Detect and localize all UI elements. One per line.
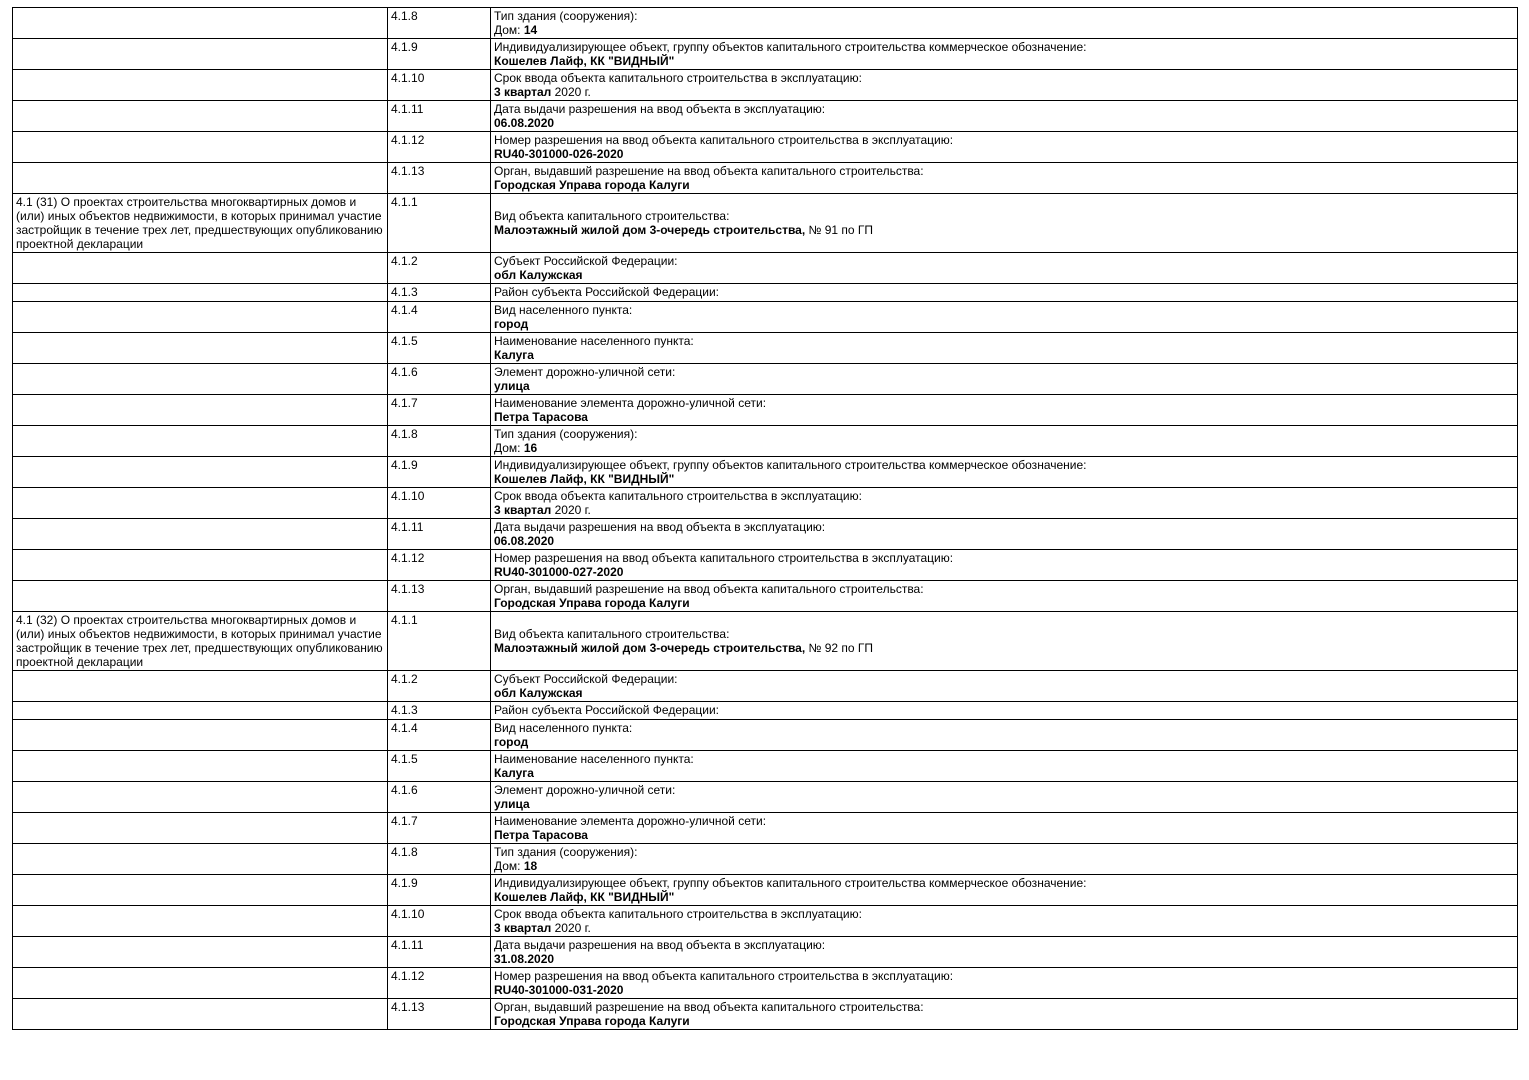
item-number-cell: 4.1.13 [388,163,491,194]
value-bold-segment: RU40-301000-027-2020 [494,565,624,579]
field-label: Вид населенного пункта: [494,721,633,735]
item-number-cell: 4.1.12 [388,550,491,581]
table-row [13,875,1518,906]
item-content-cell [491,488,1518,519]
value-bold-segment: город [494,317,529,331]
item-number-cell: 4.1.5 [388,751,491,782]
field-label: Наименование элемента дорожно-уличной сети: [494,814,767,828]
section-title: 4.1 (31) О проектах строительства многоквартирных домов и (или) иных объектов недвижимости, в которых принимал участие застройщик в течение трех лет, предшествующих опубликованию проектной декларации [16,195,383,251]
item-number-cell: 4.1.11 [388,519,491,550]
section-title-cell [13,395,388,426]
item-content-cell [491,70,1518,101]
value-bold-segment: RU40-301000-031-2020 [494,983,624,997]
section-title-cell [13,581,388,612]
item-content-cell [491,999,1518,1030]
table-row [13,581,1518,612]
item-content-cell [491,132,1518,163]
section-title-cell [13,426,388,457]
value-bold-segment: 3 квартал [494,503,552,517]
item-number-cell: 4.1.9 [388,39,491,70]
item-number-cell: 4.1.10 [388,70,491,101]
field-label: Район субъекта Российской Федерации: [494,703,719,717]
field-value [494,178,1513,192]
field-label: Индивидуализирующее объект, группу объектов капитального строительства коммерческое обозначение: [494,876,1087,890]
table-row [13,395,1518,426]
field-value [494,534,1513,548]
field-label: Дата выдачи разрешения на ввод объекта в эксплуатацию: [494,102,826,116]
item-content-cell [491,581,1518,612]
table-row [13,612,1518,671]
table-row [13,937,1518,968]
field-value [494,983,1513,997]
value-text-segment: Дом: [494,23,524,37]
value-text-segment: № 91 по ГП [805,223,874,237]
section-title-cell [13,101,388,132]
section-title-cell [13,550,388,581]
field-label: Номер разрешения на ввод объекта капитального строительства в эксплуатацию: [494,133,954,147]
table-row [13,39,1518,70]
value-bold-segment: Кошелев Лайф, КК "ВИДНЫЙ" [494,472,675,486]
field-value [494,268,1513,282]
field-value [494,348,1513,362]
item-content-cell [491,782,1518,813]
field-label: Срок ввода объекта капитального строительства в эксплуатацию: [494,907,862,921]
item-content-cell [491,813,1518,844]
value-bold-segment: Малоэтажный жилой дом 3-очередь строительства, [494,641,806,655]
field-label: Номер разрешения на ввод объекта капитального строительства в эксплуатацию: [494,551,954,565]
field-value [494,766,1513,780]
field-value [494,410,1513,424]
value-bold-segment: Петра Тарасова [494,410,588,424]
table-row [13,302,1518,333]
section-title-cell [13,70,388,101]
field-label: Тип здания (сооружения): [494,845,638,859]
item-number-cell: 4.1.4 [388,720,491,751]
field-value [494,859,1513,873]
field-value [494,797,1513,811]
field-value [494,565,1513,579]
item-content-cell [491,163,1518,194]
item-content-cell [491,426,1518,457]
value-text-segment: 2020 г. [551,921,591,935]
table-row [13,333,1518,364]
value-bold-segment: улица [494,379,530,393]
table-row [13,194,1518,253]
table-row [13,702,1518,720]
project-declaration-table [12,7,1518,1030]
item-number-cell: 4.1.3 [388,284,491,302]
item-content-cell [491,101,1518,132]
section-title-cell [13,937,388,968]
item-content-cell [491,364,1518,395]
value-bold-segment: 14 [523,23,538,37]
field-label: Элемент дорожно-уличной сети: [494,783,676,797]
table-row [13,519,1518,550]
section-title-cell [13,488,388,519]
item-number-cell: 4.1.13 [388,581,491,612]
table-row [13,671,1518,702]
table-row [13,813,1518,844]
table-row [13,132,1518,163]
table-row [13,751,1518,782]
section-title-cell [13,302,388,333]
item-content-cell [491,194,1518,253]
table-row [13,457,1518,488]
field-label: Наименование населенного пункта: [494,752,694,766]
table-row [13,488,1518,519]
item-number-cell: 4.1.4 [388,302,491,333]
field-value [494,921,1513,935]
field-value [494,23,1513,37]
field-label: Индивидуализирующее объект, группу объектов капитального строительства коммерческое обозначение: [494,40,1087,54]
table-row [13,782,1518,813]
item-number-cell: 4.1.8 [388,426,491,457]
value-bold-segment: 06.08.2020 [494,534,555,548]
section-title-cell [13,782,388,813]
field-label: Орган, выдавший разрешение на ввод объекта капитального строительства: [494,582,924,596]
value-bold-segment: 3 квартал [494,85,552,99]
value-bold-segment: 3 квартал [494,921,552,935]
table-row [13,364,1518,395]
field-value [494,596,1513,610]
item-content-cell [491,720,1518,751]
field-label: Срок ввода объекта капитального строительства в эксплуатацию: [494,71,862,85]
item-content-cell [491,39,1518,70]
item-number-cell: 4.1.6 [388,364,491,395]
item-number-cell: 4.1.8 [388,8,491,39]
section-title-cell [13,39,388,70]
value-text-segment: № 92 по ГП [805,641,874,655]
value-bold-segment: RU40-301000-026-2020 [494,147,624,161]
item-number-cell: 4.1.7 [388,813,491,844]
item-number-cell: 4.1.10 [388,488,491,519]
field-label: Наименование элемента дорожно-уличной сети: [494,396,767,410]
section-title-cell [13,813,388,844]
field-label: Орган, выдавший разрешение на ввод объекта капитального строительства: [494,164,924,178]
item-number-cell: 4.1.8 [388,844,491,875]
item-content-cell [491,8,1518,39]
item-content-cell [491,612,1518,671]
value-bold-segment: 16 [523,441,538,455]
item-content-cell [491,457,1518,488]
field-label: Вид объекта капитального строительства: [494,627,730,641]
section-title-cell [13,671,388,702]
item-number-cell: 4.1.5 [388,333,491,364]
field-label: Элемент дорожно-уличной сети: [494,365,676,379]
field-value [494,828,1513,842]
field-value [494,441,1513,455]
field-value [494,890,1513,904]
section-title-cell [13,163,388,194]
value-bold-segment: город [494,735,529,749]
table-row [13,720,1518,751]
table-row [13,284,1518,302]
value-bold-segment: Калуга [494,766,534,780]
field-value [494,379,1513,393]
item-number-cell: 4.1.2 [388,253,491,284]
section-title-cell [13,284,388,302]
field-value [494,317,1513,331]
item-content-cell [491,671,1518,702]
field-value [494,116,1513,130]
value-bold-segment: Городская Управа города Калуги [494,178,690,192]
field-label: Орган, выдавший разрешение на ввод объекта капитального строительства: [494,1000,924,1014]
item-content-cell [491,875,1518,906]
field-label: Номер разрешения на ввод объекта капитального строительства в эксплуатацию: [494,969,954,983]
value-bold-segment: Петра Тарасова [494,828,588,842]
value-bold-segment: Городская Управа города Калуги [494,596,690,610]
field-label: Субъект Российской Федерации: [494,672,678,686]
item-number-cell: 4.1.9 [388,457,491,488]
item-number-cell: 4.1.1 [388,194,491,253]
item-number-cell: 4.1.1 [388,612,491,671]
table-body [13,8,1518,1030]
table-row [13,101,1518,132]
field-label: Вид населенного пункта: [494,303,633,317]
table-row [13,550,1518,581]
table-row [13,426,1518,457]
field-value [494,735,1513,749]
value-bold-segment: Малоэтажный жилой дом 3-очередь строительства, [494,223,806,237]
field-label: Субъект Российской Федерации: [494,254,678,268]
value-text-segment: Дом: [494,441,524,455]
section-title-cell [13,844,388,875]
field-value [494,641,1513,655]
section-title-cell [13,720,388,751]
table-row [13,8,1518,39]
item-number-cell: 4.1.3 [388,702,491,720]
field-value [494,503,1513,517]
item-number-cell: 4.1.13 [388,999,491,1030]
value-bold-segment: улица [494,797,530,811]
item-content-cell [491,302,1518,333]
item-content-cell [491,333,1518,364]
item-content-cell [491,906,1518,937]
value-text-segment: 2020 г. [551,503,591,517]
section-title-cell [13,702,388,720]
field-label: Дата выдачи разрешения на ввод объекта в эксплуатацию: [494,938,826,952]
item-content-cell [491,395,1518,426]
section-title-cell [13,194,388,253]
item-content-cell [491,844,1518,875]
item-number-cell: 4.1.6 [388,782,491,813]
section-title-cell [13,457,388,488]
field-value [494,472,1513,486]
field-value [494,686,1513,700]
item-number-cell: 4.1.10 [388,906,491,937]
section-title-cell [13,906,388,937]
item-number-cell: 4.1.9 [388,875,491,906]
field-value [494,1014,1513,1028]
section-title-cell [13,8,388,39]
value-bold-segment: 18 [523,859,538,873]
item-number-cell: 4.1.12 [388,968,491,999]
value-text-segment: 2020 г. [551,85,591,99]
value-bold-segment: обл Калужская [494,686,583,700]
section-title-cell [13,999,388,1030]
table-row [13,968,1518,999]
value-bold-segment: 06.08.2020 [494,116,555,130]
value-bold-segment: 31.08.2020 [494,952,555,966]
section-title-cell [13,333,388,364]
value-bold-segment: Кошелев Лайф, КК "ВИДНЫЙ" [494,890,675,904]
value-bold-segment: Городская Управа города Калуги [494,1014,690,1028]
table-row [13,70,1518,101]
section-title: 4.1 (32) О проектах строительства многоквартирных домов и (или) иных объектов недвижимости, в которых принимал участие застройщик в течение трех лет, предшествующих опубликованию проектной декларации [16,613,383,669]
field-label: Индивидуализирующее объект, группу объектов капитального строительства коммерческое обозначение: [494,458,1087,472]
table-row [13,253,1518,284]
field-label: Дата выдачи разрешения на ввод объекта в эксплуатацию: [494,520,826,534]
item-number-cell: 4.1.12 [388,132,491,163]
table-row [13,844,1518,875]
section-title-cell [13,253,388,284]
item-content-cell [491,751,1518,782]
field-value [494,952,1513,966]
value-text-segment: Дом: [494,859,524,873]
item-content-cell [491,968,1518,999]
item-content-cell [491,284,1518,302]
table-row [13,906,1518,937]
item-number-cell: 4.1.11 [388,101,491,132]
field-label: Район субъекта Российской Федерации: [494,285,719,299]
section-title-cell [13,132,388,163]
section-title-cell [13,751,388,782]
item-number-cell: 4.1.7 [388,395,491,426]
field-value [494,147,1513,161]
item-content-cell [491,550,1518,581]
value-bold-segment: обл Калужская [494,268,583,282]
section-title-cell [13,968,388,999]
section-title-cell [13,519,388,550]
field-value [494,54,1513,68]
field-value [494,223,1513,237]
section-title-cell [13,875,388,906]
item-content-cell [491,937,1518,968]
item-number-cell: 4.1.2 [388,671,491,702]
value-bold-segment: Калуга [494,348,534,362]
field-value [494,85,1513,99]
field-label: Наименование населенного пункта: [494,334,694,348]
value-bold-segment: Кошелев Лайф, КК "ВИДНЫЙ" [494,54,675,68]
field-label: Тип здания (сооружения): [494,427,638,441]
table-row [13,999,1518,1030]
item-content-cell [491,702,1518,720]
field-label: Тип здания (сооружения): [494,9,638,23]
table-row [13,163,1518,194]
section-title-cell [13,612,388,671]
field-label: Срок ввода объекта капитального строительства в эксплуатацию: [494,489,862,503]
section-title-cell [13,364,388,395]
item-number-cell: 4.1.11 [388,937,491,968]
item-content-cell [491,253,1518,284]
field-label: Вид объекта капитального строительства: [494,209,730,223]
item-content-cell [491,519,1518,550]
